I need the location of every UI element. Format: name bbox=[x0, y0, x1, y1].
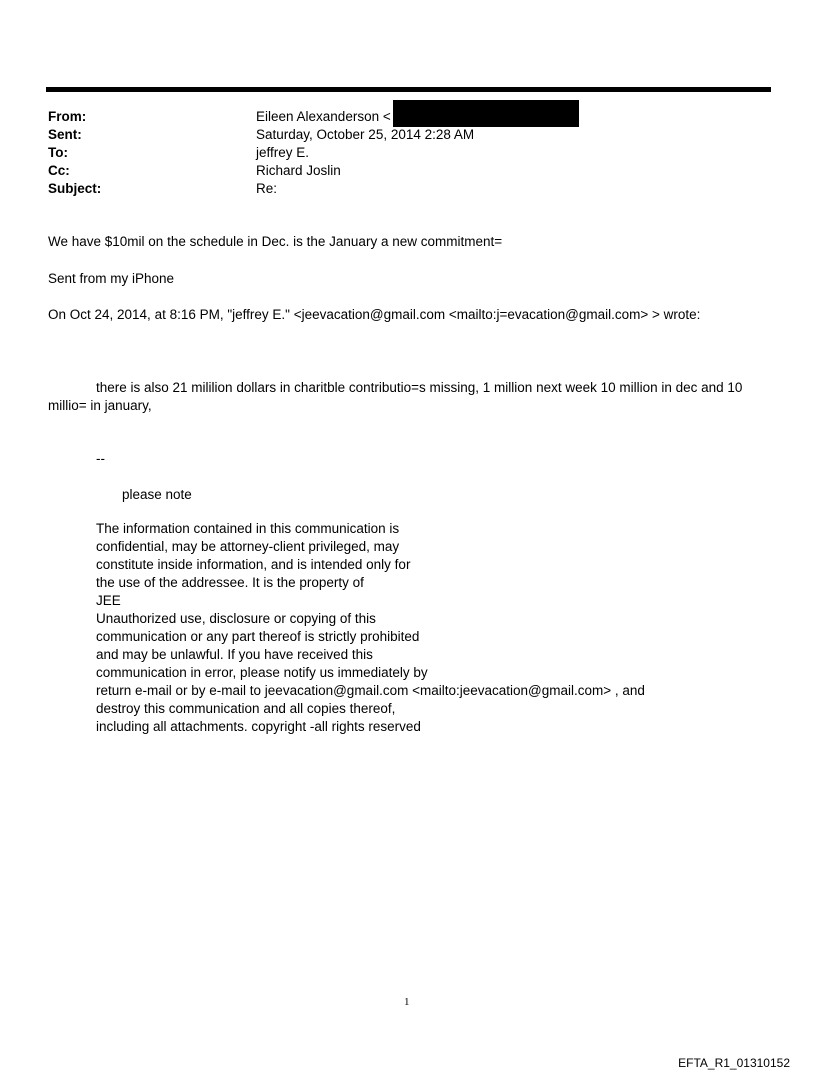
disclaimer-line: Unauthorized use, disclosure or copying of this bbox=[96, 611, 376, 626]
disclaimer-line: return e-mail or by e-mail to jeevacation@gmail.com <mailto:jeevacation@gmail.com> , and bbox=[96, 683, 645, 698]
subject-row bbox=[48, 180, 748, 198]
disclaimer-line: communication or any part thereof is strictly prohibited bbox=[96, 629, 420, 644]
disclaimer-line: confidential, may be attorney-client privileged, may bbox=[96, 539, 400, 554]
cc-row bbox=[48, 162, 748, 180]
quoted-line-1: there is also 21 mililion dollars in charitble contributio=s missing, 1 million next week 10 million in dec and 10 bbox=[96, 380, 743, 395]
disclaimer bbox=[96, 520, 645, 736]
disclaimer-line: constitute inside information, and is intended only for bbox=[96, 557, 411, 572]
subject-label: Subject: bbox=[48, 181, 102, 196]
from-row bbox=[48, 108, 748, 126]
disclaimer-line: and may be unlawful. If you have received this bbox=[96, 647, 373, 662]
disclaimer-line: destroy this communication and all copies thereof, bbox=[96, 701, 396, 716]
from-sep: < bbox=[382, 109, 391, 124]
sent-row bbox=[48, 126, 748, 144]
redaction-block bbox=[393, 100, 579, 127]
sent-value: Saturday, October 25, 2014 2:28 AM bbox=[256, 127, 475, 142]
from-label: From: bbox=[48, 109, 87, 124]
quoted-message bbox=[48, 379, 768, 415]
email-header bbox=[48, 108, 748, 198]
disclaimer-line: JEE bbox=[96, 593, 121, 608]
to-value: jeffrey E. bbox=[256, 145, 310, 160]
disclaimer-line: communication in error, please notify us immediately by bbox=[96, 665, 428, 680]
signature-separator: -- bbox=[96, 451, 105, 466]
cc-value: Richard Joslin bbox=[256, 163, 341, 178]
document-id: EFTA_R1_01310152 bbox=[678, 1056, 790, 1070]
subject-value: Re: bbox=[256, 181, 278, 196]
header-rule bbox=[46, 87, 771, 92]
from-value bbox=[256, 108, 579, 127]
from-name: Eileen Alexanderson bbox=[256, 109, 380, 124]
quoted-line-2: millio= in january, bbox=[48, 398, 152, 413]
cc-label: Cc: bbox=[48, 163, 70, 178]
disclaimer-line: The information contained in this communication is bbox=[96, 521, 400, 536]
body-line-1: We have $10mil on the schedule in Dec. is the January a new commitment= bbox=[48, 234, 503, 249]
to-row bbox=[48, 144, 748, 162]
disclaimer-line: the use of the addressee. It is the property of bbox=[96, 575, 364, 590]
to-label: To: bbox=[48, 145, 68, 160]
sent-label: Sent: bbox=[48, 127, 82, 142]
disclaimer-line: including all attachments. copyright -all rights reserved bbox=[96, 719, 421, 734]
page-number: 1 bbox=[404, 996, 410, 1008]
please-note: please note bbox=[122, 487, 192, 502]
body-line-3: On Oct 24, 2014, at 8:16 PM, "jeffrey E." <jeevacation@gmail.com <mailto:j=evacation@gmail.com> > wrote: bbox=[48, 307, 701, 322]
body-line-2: Sent from my iPhone bbox=[48, 271, 175, 286]
